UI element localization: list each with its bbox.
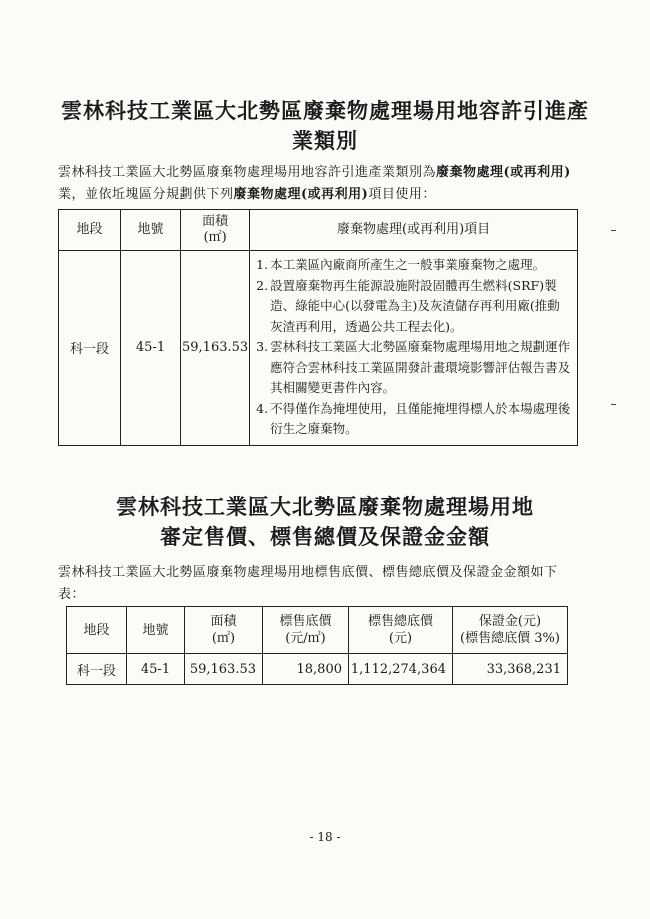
land-use-table: [58, 209, 578, 446]
list-item-text: 設置廢棄物再生能源設施附設固體再生燃料(SRF)製造、綠能中心(以發電為主)及灰渣儲存再利用廠(推動灰渣再利用，透過公共工程去化)。: [270, 277, 560, 334]
list-item-number: 1.: [256, 257, 269, 272]
price-table: [66, 606, 568, 685]
list-item: [256, 337, 571, 399]
section1-title-line1: 雲林科技工業區大北勢區廢棄物處理場用地容許引進產: [61, 98, 589, 123]
header-lot: 地號: [127, 607, 185, 654]
section1-paragraph: [58, 162, 578, 206]
table-row: [67, 654, 568, 685]
list-item: [256, 399, 571, 440]
para1-text-e: 項目使用：: [368, 187, 436, 202]
header-area-label: 面積: [202, 214, 229, 229]
cell-lot: 45-1: [121, 251, 181, 446]
header-lot: 地號: [121, 210, 181, 251]
header-deposit-note: (標售總底價 3%): [460, 631, 560, 646]
cell-items: [250, 251, 578, 446]
list-item-number: 3.: [256, 339, 269, 354]
header-total-unit: (元): [388, 631, 413, 646]
section1-title-line2: 業類別: [292, 128, 358, 153]
cell-area: 59,163.53: [181, 251, 250, 446]
para1-text-c: 業，並依坵塊區分規劃供下列: [58, 187, 234, 202]
header-price-unit: (元/㎡): [285, 631, 326, 646]
header-items: 廢棄物處理(或再利用)項目: [250, 210, 578, 251]
cell-section: 科一段: [67, 654, 127, 685]
list-item-number: 4.: [256, 400, 269, 416]
header-area: [185, 607, 263, 654]
section2-paragraph: 雲林科技工業區大北勢區廢棄物處理場用地標售底價、標售總底價及保證金金額如下表：: [58, 565, 558, 602]
list-item-text: 本工業區內廠商所產生之一般事業廢棄物之處理。: [270, 257, 546, 272]
header-deposit-label: 保證金(元): [478, 614, 542, 629]
list-item-text: 雲林科技工業區大北勢區廢棄物處理場用地之規劃運作應符合雲林科技工業區開發計畫環境影響評估報告書及其相關變更書件內容。: [270, 339, 571, 395]
header-price: [263, 607, 349, 654]
header-total-label: 標售總底價: [367, 614, 433, 629]
scan-mark: [611, 404, 616, 405]
header-area-label: 面積: [210, 614, 237, 629]
header-area: [181, 210, 250, 251]
header-deposit: [453, 607, 568, 654]
header-section: 地段: [59, 210, 121, 251]
para1-bold-b: 廢棄物處理(或再利用): [436, 165, 571, 180]
header-area-unit: (㎡): [203, 230, 227, 245]
list-item: [256, 255, 571, 276]
header-price-label: 標售底價: [279, 614, 332, 629]
header-area-unit: (㎡): [211, 631, 236, 646]
section2-title-line2: 審定售價、標售總價及保證金金額: [160, 524, 490, 549]
land-use-table-header: [59, 210, 578, 251]
cell-price: 18,800: [263, 654, 349, 685]
header-total: [349, 607, 453, 654]
cell-section: 科一段: [59, 251, 121, 446]
cell-lot: 45-1: [127, 654, 185, 685]
scan-mark: [611, 230, 616, 231]
para1-bold-d: 廢棄物處理(或再利用): [233, 187, 369, 202]
cell-area: 59,163.53: [185, 654, 263, 685]
price-table-header: [67, 607, 568, 654]
list-item-text: 不得僅作為掩埋使用，且僅能掩埋得標人於本場處理後衍生之廢棄物。: [270, 400, 571, 436]
section2-title-line1: 雲林科技工業區大北勢區廢棄物處理場用地: [116, 494, 534, 519]
cell-deposit: 33,368,231: [453, 654, 568, 685]
table-row: [59, 251, 578, 446]
section1-title: [40, 96, 610, 156]
list-item: [256, 276, 571, 338]
page-number: - 18 -: [309, 830, 341, 844]
section2-title: [40, 492, 610, 552]
cell-total: 1,112,274,364: [349, 654, 453, 685]
header-section: 地段: [67, 607, 127, 654]
list-item-number: 2.: [256, 277, 269, 293]
para1-text-a: 雲林科技工業區大北勢區廢棄物處理場用地容許引進產業類別為: [58, 165, 437, 180]
